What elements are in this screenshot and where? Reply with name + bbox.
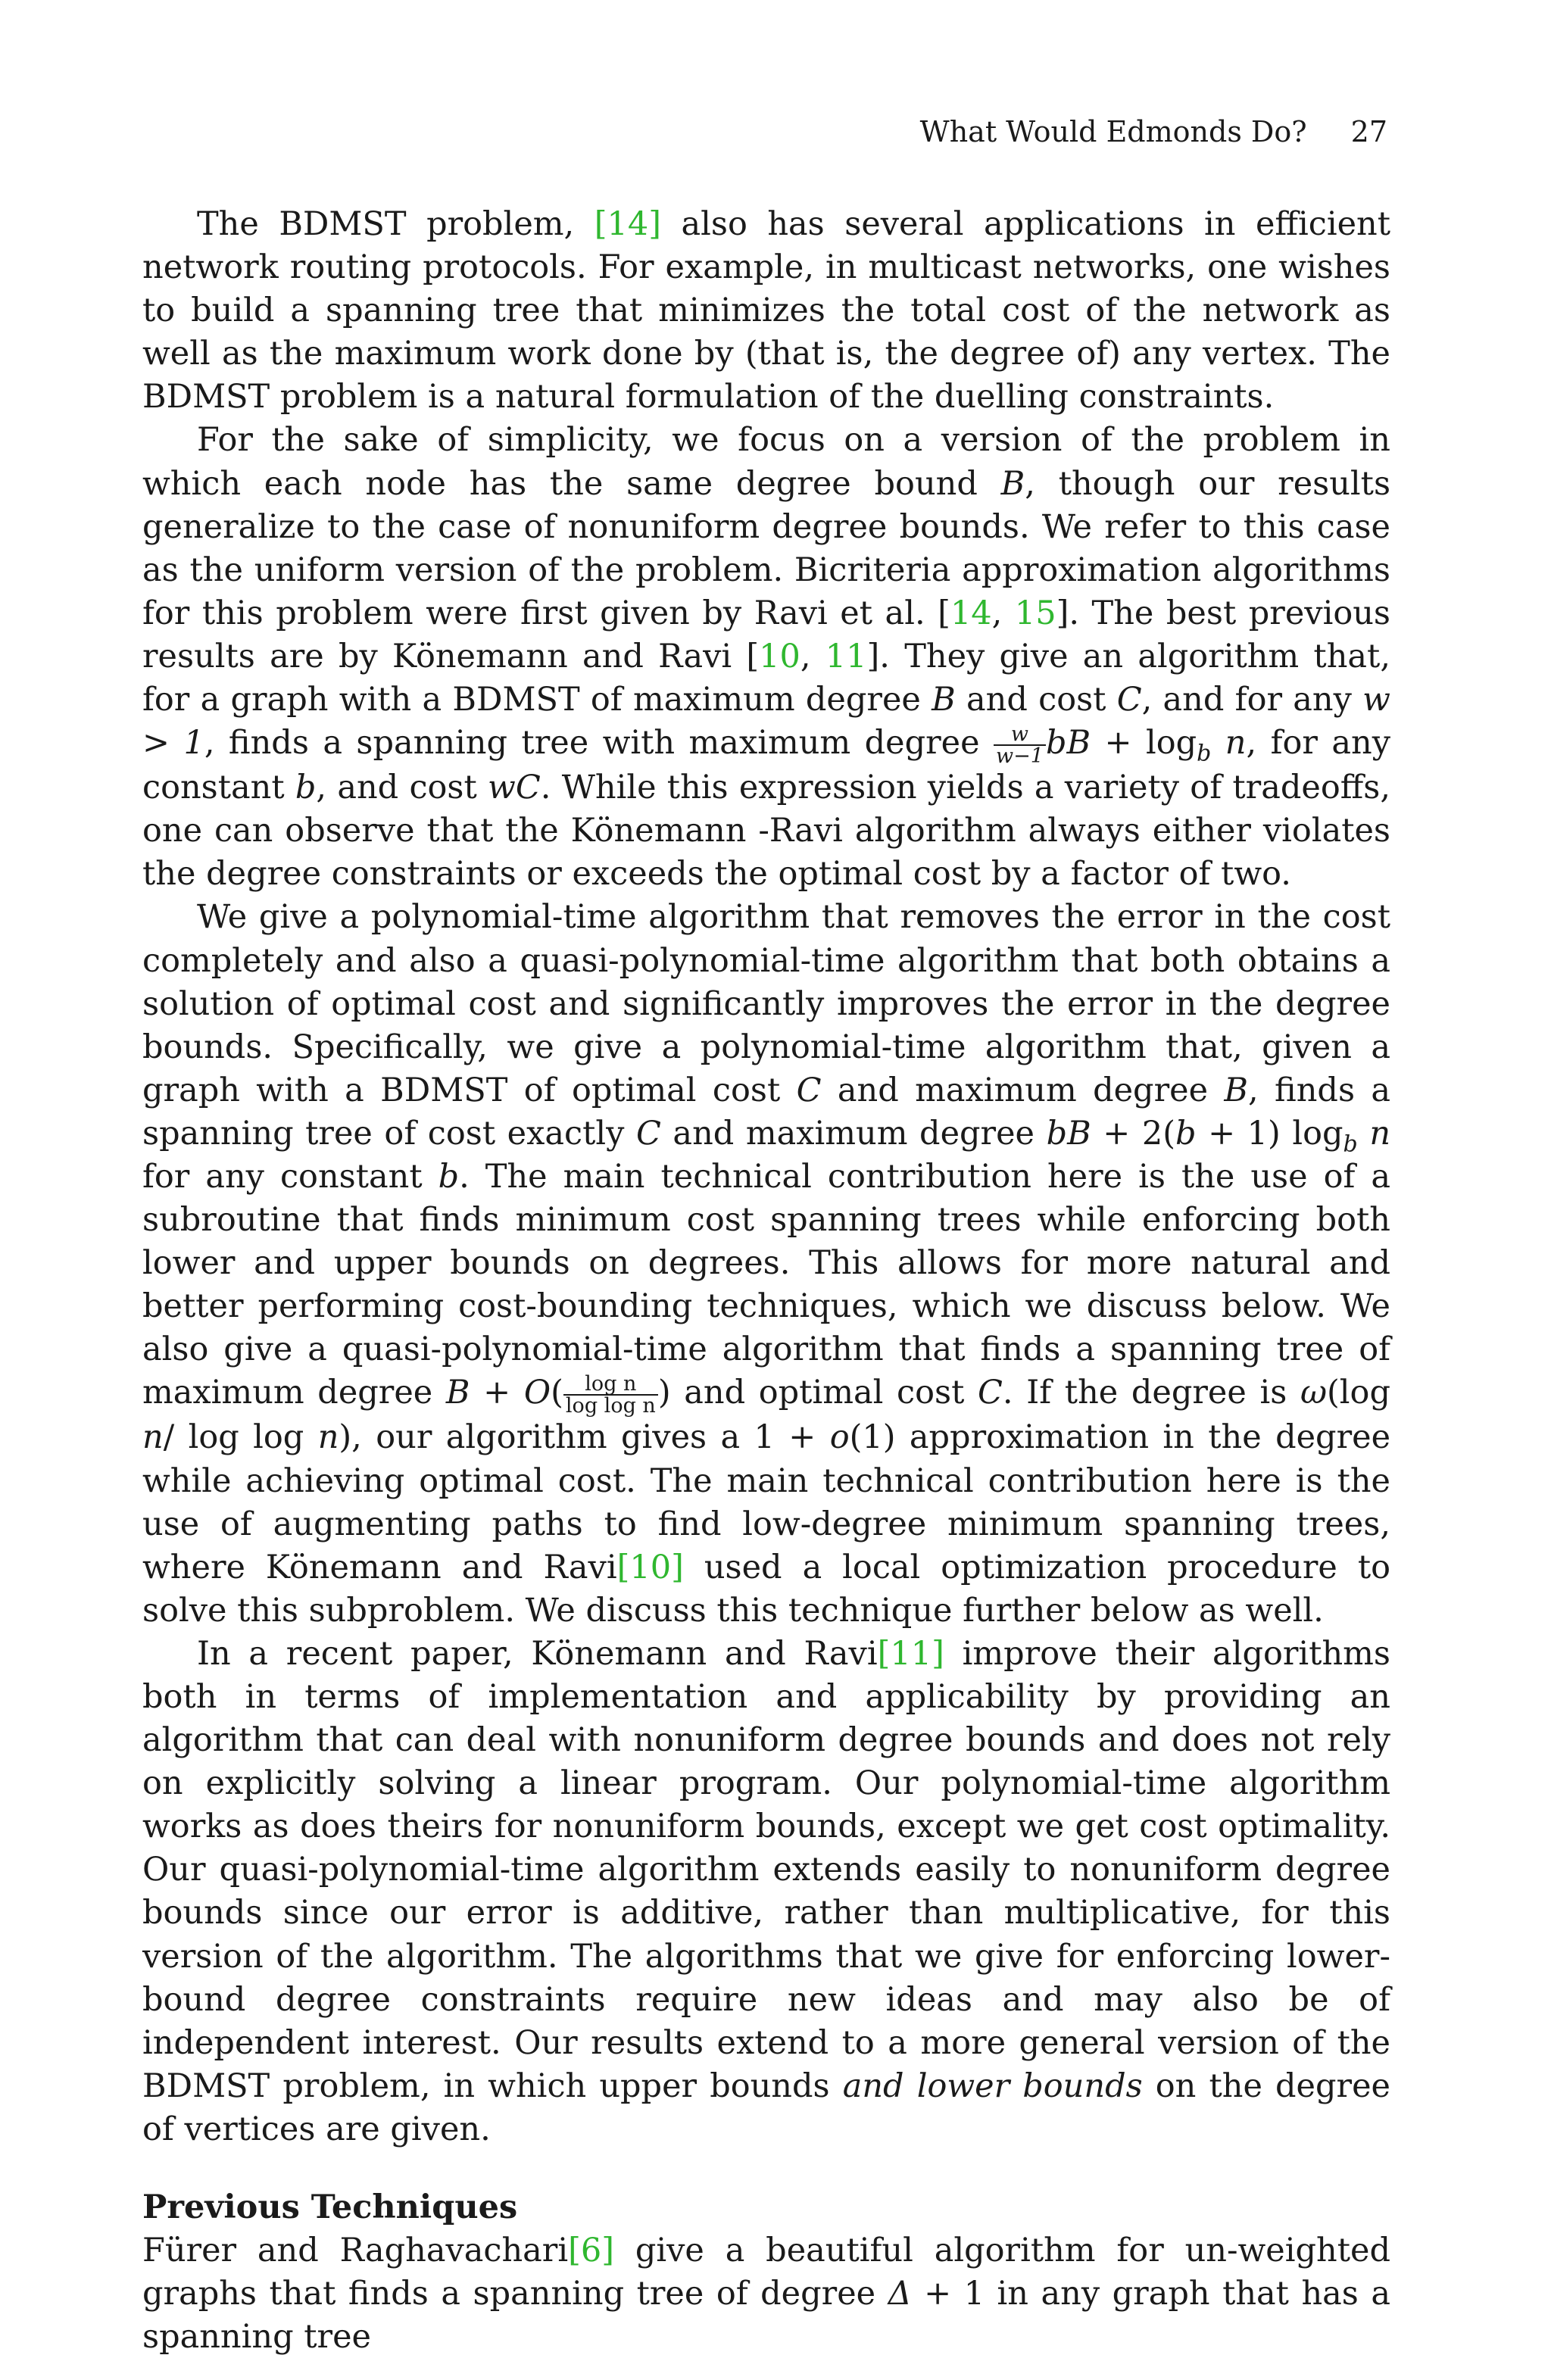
math-var: bB xyxy=(1045,724,1091,763)
text-span: + 1 in any graph that has a spanning tree xyxy=(142,2275,1390,2357)
section-heading: Previous Techniques xyxy=(142,2188,518,2227)
text-span: / log log xyxy=(163,1418,318,1457)
math-var: n xyxy=(142,1418,164,1457)
text-span: ]. They give an algorithm that, for a graph with a BDMST of maximum degree xyxy=(142,637,1390,719)
running-title: What Would Edmonds Do? xyxy=(919,115,1307,148)
math-var: B xyxy=(445,1374,470,1412)
math-var: C xyxy=(978,1374,1003,1412)
paragraph-1 xyxy=(142,203,1390,419)
text-span: on the degree of vertices are given. xyxy=(142,2067,1390,2148)
math-var: bB xyxy=(1046,1114,1091,1153)
citation-link[interactable]: [14] xyxy=(594,205,661,243)
text-span: . While this expression yields a variety of tradeoffs, one can observe that the Könemann -Ravi algorithm always either violates the degree constraints or exceeds the optimal cost by a factor of two. xyxy=(142,769,1390,894)
text-span: (1) approximation in the degree while achieving optimal cost. The main technical contribution here is the use of augmenting paths to find low-degree minimum spanning trees, where Könemann and Ravi xyxy=(142,1418,1391,1586)
math-var: n xyxy=(1369,1114,1391,1153)
body-text xyxy=(142,203,1390,2359)
citation-link[interactable]: [6] xyxy=(568,2232,615,2270)
math-var: ω xyxy=(1300,1374,1328,1412)
paragraph-3: We give a polynomial-time algorithm that removes the error in the cost completely and also a quasi-polynomial-time algorithm that both obtains a solution of optimal cost and significantly improves the error in the degree bounds. Specifically, we give a polynomial-time algorithm that, given a graph with a BDMST of optimal cost C and maximum degree B, finds a spanning tree of cost exactly C and maximum degree bB + 2(b + 1) $\log_b n$ for any constant b. The main technical contribution here is the use of a subroutine that finds minimum cost spanning trees while enforcing both lower and upper bounds on degrees. This allows for more natural and better performing cost-bounding techniques, which we discuss below. We also give a quasi-polynomial-time algorithm that finds a spanning tree of maximum degree B + O( $\frac{\text{log n}}{\text{log log n}}$ ) and optimal cost C. If the degree is ω(log n/ log log n), our algorithm gives a 1 + o(1) approximation in the degree while achieving optimal cost. The main technical contribution here is the use of augmenting paths to find low-degree minimum spanning trees, where Könemann and Ravi[10] used a local optimization procedure to solve this subproblem. We discuss this technique further below as well. xyxy=(142,898,1391,1630)
text-span: . If the degree is xyxy=(1002,1374,1300,1412)
text-span: and cost xyxy=(955,681,1117,719)
math-var: B xyxy=(932,681,956,719)
math-var: b xyxy=(438,1157,460,1196)
text-span: , though our results generalize to the case of nonuniform degree bounds. We refer to this case as the uniform version of the problem. Bicriteria approximation algorithms for this problem were first given by Ravi et al. [ xyxy=(142,464,1391,632)
text-span: In a recent paper, Könemann and Ravi xyxy=(197,1634,878,1673)
fraction-denominator: w−1 xyxy=(996,744,1044,769)
text-span: ), our algorithm gives a 1 + xyxy=(339,1418,830,1457)
citation-link[interactable]: [10] xyxy=(616,1548,684,1586)
fraction xyxy=(563,1374,658,1416)
text-span: Fürer and Raghavachari xyxy=(142,2232,569,2270)
fraction xyxy=(994,722,1046,769)
text-span: also has several applications in efficient network routing protocols. For example, in multicast networks, one wishes to build a spanning tree that minimizes the total cost of the network as well as the maximum work done by (that is, the degree of) any vertex. The BDMST problem is a natural formulation of the duelling constraints. xyxy=(142,205,1390,416)
citation-link[interactable]: 15 xyxy=(1014,594,1056,632)
citation-link[interactable]: 11 xyxy=(825,637,867,675)
paragraph-4 xyxy=(142,1633,1390,2151)
text-span: improve their algorithms both in terms of implementation and applicability by providing an algorithm that can deal with nonuniform degree bounds and does not rely on explicitly solving a linear program. Our polynomial-time algorithm works as does theirs for nonuniform bounds, except we get cost optimality. Our quasi-polynomial-time algorithm extends easily to nonuniform degree bounds since our error is additive, rather than multiplicative, for this version of the algorithm. The algorithms that we give for enforcing lower-bound degree constraints require new ideas and may also be of independent interest. Our results extend to a more general version of the BDMST problem, in which upper bounds xyxy=(142,1634,1390,2105)
math-var: wC xyxy=(488,769,541,807)
emphasis-text: and lower bounds xyxy=(842,2067,1143,2105)
text-span: , for any constant xyxy=(142,724,1390,807)
citation-link[interactable]: 10 xyxy=(759,637,800,675)
text-span: and maximum degree xyxy=(660,1114,1047,1153)
text-span: , and for any xyxy=(1141,681,1363,719)
fraction-numerator: log n xyxy=(563,1374,658,1396)
math-var: B xyxy=(1224,1071,1249,1109)
text-span: + log xyxy=(1091,724,1197,763)
text-span: The BDMST problem, xyxy=(197,205,594,243)
citation-link[interactable]: [11] xyxy=(877,1634,944,1673)
text-span: (log xyxy=(1327,1374,1390,1412)
text-span: , and cost xyxy=(316,769,488,807)
running-header xyxy=(920,114,1387,150)
text-span: , xyxy=(991,594,1015,632)
math-var: b xyxy=(295,769,317,807)
math-subscript: b xyxy=(1197,740,1212,767)
text-span: We give a polynomial-time algorithm that removes the error in the cost completely and also a quasi-polynomial-time algorithm that both obtains a solution of optimal cost and significantly improves the error in the degree bounds. Specifically, we give a polynomial-time algorithm that, given a graph with a BDMST of optimal cost xyxy=(142,898,1390,1109)
math-var: C xyxy=(635,1114,661,1153)
text-span: For the sake of simplicity, we focus on a version of the problem in which each node has the same degree bound xyxy=(142,421,1390,503)
text-span: used a local optimization procedure to solve this subproblem. We discuss this technique further below as well. xyxy=(142,1548,1390,1630)
text-span: give a beautiful algorithm for un-weighted graphs that finds a spanning tree of degree xyxy=(142,2232,1390,2313)
math-var: b xyxy=(1175,1114,1197,1153)
math-var: C xyxy=(1116,681,1142,719)
math-var: w > 1 xyxy=(142,681,1390,763)
text-span: + 1) log xyxy=(1196,1114,1343,1153)
citation-link[interactable]: 14 xyxy=(950,594,992,632)
paragraph-5 xyxy=(142,2229,1390,2359)
text-span: . The main technical contribution here is the use of a subroutine that finds minimum cost spanning trees while enforcing both lower and upper bounds on degrees. This allows for more natural and better performing cost-bounding techniques, which we discuss below. We also give a quasi-polynomial-time algorithm that finds a spanning tree of maximum degree xyxy=(142,1157,1391,1412)
math-var: C xyxy=(796,1071,822,1109)
fraction-numerator: w xyxy=(994,724,1046,746)
text-span: , finds a spanning tree with maximum degree xyxy=(204,724,994,763)
math-var: n xyxy=(1225,724,1247,763)
text-span: ]. The best previous results are by Könemann and Ravi [ xyxy=(142,594,1390,675)
text-span: + 2( xyxy=(1091,1114,1175,1153)
text-span: and maximum degree xyxy=(821,1071,1225,1109)
text-span: , finds a spanning tree of cost exactly xyxy=(142,1071,1391,1153)
math-var: B xyxy=(1000,464,1025,503)
text-span: , xyxy=(800,637,825,675)
text-span: for any constant xyxy=(142,1157,438,1196)
math-var: Δ xyxy=(888,2275,912,2313)
text-span: and optimal cost xyxy=(670,1374,978,1412)
math-subscript: b xyxy=(1343,1131,1358,1158)
math-var: o xyxy=(829,1418,850,1457)
math-var: n xyxy=(317,1418,339,1457)
fraction-denominator: log log n xyxy=(565,1394,656,1418)
text-span: + xyxy=(470,1374,524,1412)
math-var: O xyxy=(523,1374,551,1412)
paragraph-2 xyxy=(142,419,1390,896)
page-number: 27 xyxy=(1350,115,1387,148)
